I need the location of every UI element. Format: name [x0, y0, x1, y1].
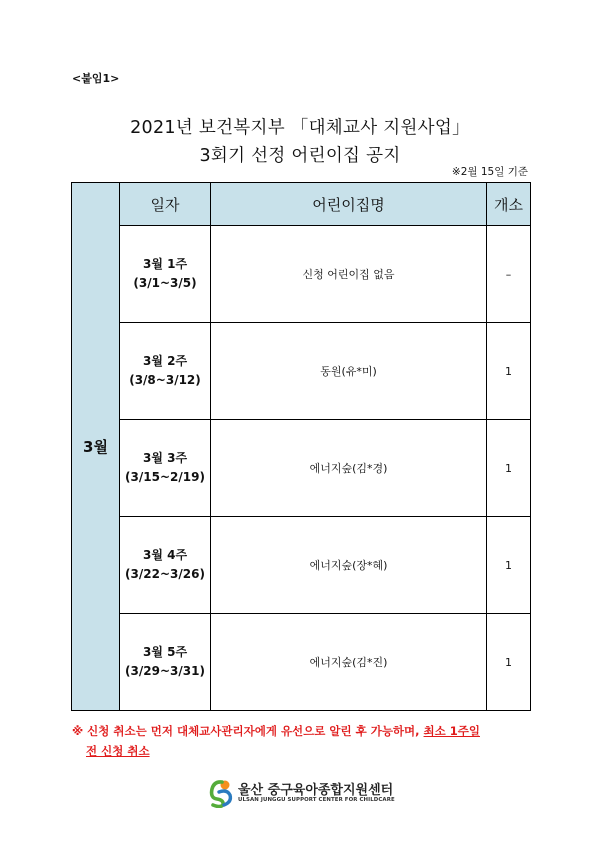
basis-date-note: ※2월 15일 기준	[451, 166, 528, 178]
table-header-row	[72, 183, 531, 226]
week-label: 3월 1주	[142, 257, 188, 271]
table-row	[72, 517, 531, 614]
notice-underlined-part-2: 전 신청 취소	[86, 744, 150, 758]
week-label: 3월 2주	[142, 354, 188, 368]
week-range: (3/22~3/26)	[125, 567, 205, 581]
week-label: 3월 3주	[142, 451, 188, 465]
week-range: (3/1~3/5)	[133, 276, 197, 290]
daycare-name: 에너지숲(김*진)	[211, 614, 487, 711]
week-cell	[120, 517, 211, 614]
count-cell: 1	[487, 420, 531, 517]
page-title: 2021년 보건복지부 「대체교사 지원사업」	[130, 118, 470, 138]
page-subtitle: 3회기 선정 어린이집 공지	[199, 146, 401, 166]
week-range: (3/8~3/12)	[129, 373, 201, 387]
cancellation-notice	[72, 721, 530, 761]
table-row	[72, 226, 531, 323]
week-range: (3/29~3/31)	[125, 664, 205, 678]
week-range: (3/15~2/19)	[125, 470, 205, 484]
count-cell: –	[487, 226, 531, 323]
week-label: 3월 5주	[142, 645, 188, 659]
table-row	[72, 420, 531, 517]
header-date: 일자	[120, 183, 211, 226]
notice-text: ※ 신청 취소는 먼저 대체교사관리자에게 유선으로 알린 후 가능하며,	[72, 724, 420, 738]
header-count: 개소	[487, 183, 531, 226]
daycare-name: 에너지숲(김*경)	[211, 420, 487, 517]
week-cell	[120, 323, 211, 420]
week-label: 3월 4주	[142, 548, 188, 562]
week-cell	[120, 420, 211, 517]
week-cell	[120, 614, 211, 711]
center-logo	[205, 778, 445, 808]
count-cell: 1	[487, 323, 531, 420]
count-cell: 1	[487, 517, 531, 614]
daycare-name: 신청 어린이집 없음	[211, 226, 487, 323]
daycare-name: 동원(유*미)	[211, 323, 487, 420]
logo-swoosh-blue	[219, 791, 230, 805]
table-row	[72, 614, 531, 711]
week-cell	[120, 226, 211, 323]
month-cell: 3월	[72, 183, 120, 711]
center-logo-icon	[205, 778, 235, 808]
daycare-name: 에너지숲(장*혜)	[211, 517, 487, 614]
count-cell: 1	[487, 614, 531, 711]
center-name: 울산 중구육아종합지원센터	[238, 783, 394, 798]
center-name-english: ULSAN JUNGGU SUPPORT CENTER FOR CHILDCARE	[238, 797, 395, 803]
table-row	[72, 323, 531, 420]
notice-underlined-part-1: 최소 1주일	[423, 724, 480, 738]
header-daycare-name: 어린이집명	[211, 183, 487, 226]
attachment-label: <붙임1>	[72, 72, 120, 85]
selection-table	[71, 182, 531, 711]
